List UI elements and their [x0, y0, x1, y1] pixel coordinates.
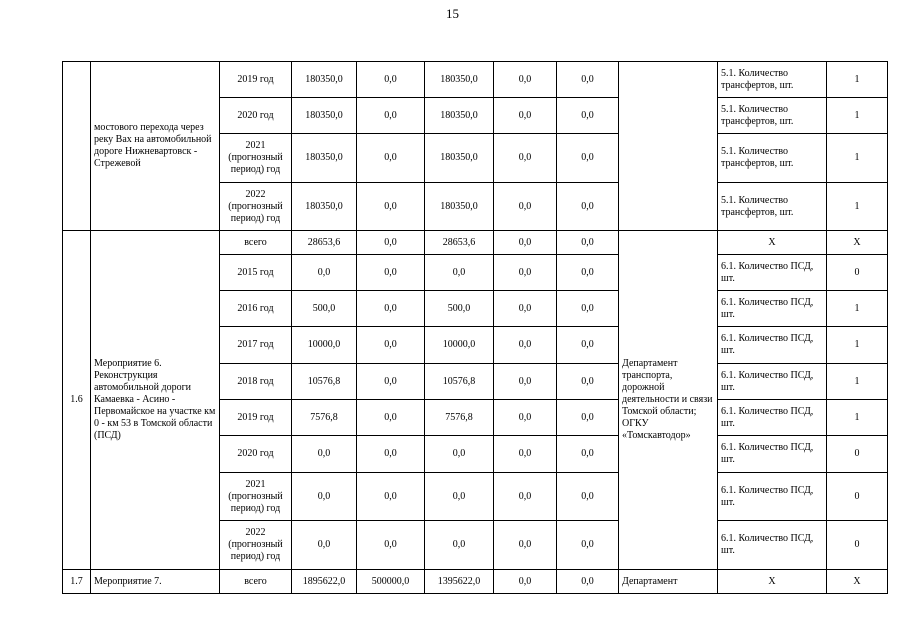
- local-cell: 0,0: [494, 183, 557, 231]
- regional-cell: 0,0: [425, 473, 494, 521]
- year-cell: 2018 год: [220, 364, 292, 400]
- federal-cell: 500000,0: [357, 570, 425, 594]
- total-cell: 0,0: [292, 473, 357, 521]
- federal-cell: 0,0: [357, 291, 425, 327]
- federal-cell: 0,0: [357, 400, 425, 436]
- other-cell: 0,0: [557, 291, 619, 327]
- local-cell: 0,0: [494, 327, 557, 364]
- year-cell: 2019 год: [220, 62, 292, 98]
- other-cell: 0,0: [557, 570, 619, 594]
- local-cell: 0,0: [494, 255, 557, 291]
- total-cell: 0,0: [292, 436, 357, 473]
- other-cell: 0,0: [557, 400, 619, 436]
- local-cell: 0,0: [494, 400, 557, 436]
- total-cell: 0,0: [292, 255, 357, 291]
- indicator-name-cell: 6.1. Количество ПСД, шт.: [718, 291, 827, 327]
- total-cell: 0,0: [292, 521, 357, 570]
- regional-cell: 0,0: [425, 436, 494, 473]
- indicator-name-cell: 6.1. Количество ПСД, шт.: [718, 436, 827, 473]
- federal-cell: 0,0: [357, 327, 425, 364]
- indicator-name-cell: X: [718, 570, 827, 594]
- other-cell: 0,0: [557, 255, 619, 291]
- federal-cell: 0,0: [357, 62, 425, 98]
- measure-name-cell: Мероприятие 6. Реконструкция автомобильной дороги Камаевка - Асино - Первомайское на участке км 0 - км 53 в Томской области (ПСД): [91, 231, 220, 570]
- row-number-cell: 1.7: [63, 570, 91, 594]
- regional-cell: 180350,0: [425, 98, 494, 134]
- executor-cell: Департамент транспорта, дорожной деятельности и связи Томской области; ОГКУ «Томскавтодор»: [619, 231, 718, 570]
- year-cell: 2020 год: [220, 436, 292, 473]
- regional-cell: 180350,0: [425, 62, 494, 98]
- total-cell: 180350,0: [292, 134, 357, 183]
- other-cell: 0,0: [557, 134, 619, 183]
- indicator-value-cell: 1: [827, 62, 888, 98]
- indicator-name-cell: 5.1. Количество трансфертов, шт.: [718, 62, 827, 98]
- local-cell: 0,0: [494, 62, 557, 98]
- total-cell: 28653,6: [292, 231, 357, 255]
- year-cell: 2017 год: [220, 327, 292, 364]
- measure-name-cell: мостового перехода через реку Вах на автомобильной дороге Нижневартовск - Стрежевой: [91, 62, 220, 231]
- indicator-value-cell: 1: [827, 400, 888, 436]
- indicator-name-cell: 5.1. Количество трансфертов, шт.: [718, 134, 827, 183]
- total-cell: 7576,8: [292, 400, 357, 436]
- other-cell: 0,0: [557, 231, 619, 255]
- federal-cell: 0,0: [357, 98, 425, 134]
- year-cell: 2020 год: [220, 98, 292, 134]
- indicator-value-cell: 1: [827, 134, 888, 183]
- local-cell: 0,0: [494, 291, 557, 327]
- total-cell: 500,0: [292, 291, 357, 327]
- regional-cell: 10000,0: [425, 327, 494, 364]
- local-cell: 0,0: [494, 473, 557, 521]
- regional-cell: 7576,8: [425, 400, 494, 436]
- regional-cell: 1395622,0: [425, 570, 494, 594]
- year-cell: 2016 год: [220, 291, 292, 327]
- year-cell: 2021 (прогнозный период) год: [220, 473, 292, 521]
- indicator-name-cell: 5.1. Количество трансфертов, шт.: [718, 98, 827, 134]
- local-cell: 0,0: [494, 436, 557, 473]
- other-cell: 0,0: [557, 183, 619, 231]
- federal-cell: 0,0: [357, 231, 425, 255]
- other-cell: 0,0: [557, 521, 619, 570]
- indicator-name-cell: 6.1. Количество ПСД, шт.: [718, 255, 827, 291]
- budget-table: [62, 61, 888, 594]
- total-cell: 180350,0: [292, 98, 357, 134]
- regional-cell: 180350,0: [425, 183, 494, 231]
- total-cell: 10000,0: [292, 327, 357, 364]
- regional-cell: 180350,0: [425, 134, 494, 183]
- local-cell: 0,0: [494, 134, 557, 183]
- total-cell: 1895622,0: [292, 570, 357, 594]
- year-cell: 2015 год: [220, 255, 292, 291]
- indicator-value-cell: 1: [827, 327, 888, 364]
- page-number: 15: [446, 6, 459, 21]
- local-cell: 0,0: [494, 98, 557, 134]
- year-cell: 2021 (прогнозный период) год: [220, 134, 292, 183]
- indicator-name-cell: 6.1. Количество ПСД, шт.: [718, 473, 827, 521]
- local-cell: 0,0: [494, 231, 557, 255]
- regional-cell: 0,0: [425, 521, 494, 570]
- year-cell: 2019 год: [220, 400, 292, 436]
- other-cell: 0,0: [557, 98, 619, 134]
- year-cell: всего: [220, 570, 292, 594]
- total-cell: 180350,0: [292, 183, 357, 231]
- regional-cell: 10576,8: [425, 364, 494, 400]
- total-cell: 10576,8: [292, 364, 357, 400]
- indicator-value-cell: X: [827, 231, 888, 255]
- indicator-value-cell: 0: [827, 255, 888, 291]
- indicator-value-cell: 0: [827, 436, 888, 473]
- indicator-value-cell: 0: [827, 521, 888, 570]
- other-cell: 0,0: [557, 436, 619, 473]
- table-row: [63, 570, 888, 594]
- indicator-value-cell: X: [827, 570, 888, 594]
- executor-cell: Департамент: [619, 570, 718, 594]
- federal-cell: 0,0: [357, 473, 425, 521]
- table-row: [63, 62, 888, 98]
- federal-cell: 0,0: [357, 134, 425, 183]
- indicator-value-cell: 0: [827, 473, 888, 521]
- local-cell: 0,0: [494, 364, 557, 400]
- other-cell: 0,0: [557, 473, 619, 521]
- federal-cell: 0,0: [357, 521, 425, 570]
- total-cell: 180350,0: [292, 62, 357, 98]
- indicator-name-cell: X: [718, 231, 827, 255]
- year-cell: 2022 (прогнозный период) год: [220, 521, 292, 570]
- regional-cell: 28653,6: [425, 231, 494, 255]
- indicator-name-cell: 6.1. Количество ПСД, шт.: [718, 521, 827, 570]
- other-cell: 0,0: [557, 364, 619, 400]
- row-number-cell: [63, 62, 91, 231]
- indicator-name-cell: 6.1. Количество ПСД, шт.: [718, 327, 827, 364]
- table-row: [63, 231, 888, 255]
- year-cell: всего: [220, 231, 292, 255]
- regional-cell: 500,0: [425, 291, 494, 327]
- executor-cell: [619, 62, 718, 231]
- indicator-name-cell: 6.1. Количество ПСД, шт.: [718, 400, 827, 436]
- federal-cell: 0,0: [357, 255, 425, 291]
- indicator-name-cell: 5.1. Количество трансфертов, шт.: [718, 183, 827, 231]
- federal-cell: 0,0: [357, 183, 425, 231]
- regional-cell: 0,0: [425, 255, 494, 291]
- row-number-cell: 1.6: [63, 231, 91, 570]
- other-cell: 0,0: [557, 62, 619, 98]
- indicator-value-cell: 1: [827, 291, 888, 327]
- other-cell: 0,0: [557, 327, 619, 364]
- year-cell: 2022 (прогнозный период) год: [220, 183, 292, 231]
- indicator-value-cell: 1: [827, 364, 888, 400]
- indicator-value-cell: 1: [827, 183, 888, 231]
- local-cell: 0,0: [494, 570, 557, 594]
- local-cell: 0,0: [494, 521, 557, 570]
- indicator-name-cell: 6.1. Количество ПСД, шт.: [718, 364, 827, 400]
- federal-cell: 0,0: [357, 436, 425, 473]
- federal-cell: 0,0: [357, 364, 425, 400]
- measure-name-cell: Мероприятие 7.: [91, 570, 220, 594]
- indicator-value-cell: 1: [827, 98, 888, 134]
